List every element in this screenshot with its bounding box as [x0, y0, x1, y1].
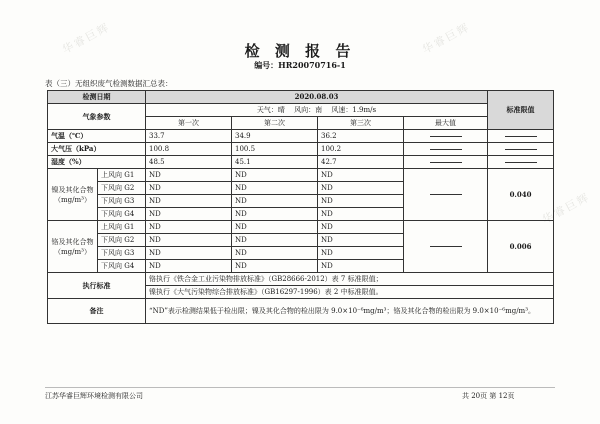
cell: ND: [232, 208, 318, 221]
cell: ND: [318, 260, 404, 273]
cell: ND: [232, 182, 318, 195]
row-label: 下风向 G2: [98, 234, 146, 247]
cell: ND: [232, 260, 318, 273]
table-row: [48, 130, 554, 143]
cell: ND: [146, 195, 232, 208]
empty-dash: [488, 143, 554, 156]
data-table: [47, 90, 554, 324]
empty-dash: [404, 156, 488, 169]
weather-info: 天气：晴 风向：南 风速：1.9m/s: [146, 104, 488, 117]
row-label: 下风向 G3: [98, 247, 146, 260]
cell: 100.2: [318, 143, 404, 156]
empty-dash: [488, 130, 554, 143]
cell: ND: [318, 169, 404, 182]
cell: ND: [318, 182, 404, 195]
watermark: 华睿巨辉: [420, 20, 473, 57]
row-label: 上风向 G1: [98, 221, 146, 234]
standard-value-nickel: 0.040: [488, 169, 554, 221]
cell: ND: [146, 221, 232, 234]
cell: ND: [232, 195, 318, 208]
date-value: 2020.08.03: [146, 91, 488, 104]
cell: 33.7: [146, 130, 232, 143]
cell: ND: [318, 195, 404, 208]
cell: 45.1: [232, 156, 318, 169]
cell: 100.5: [232, 143, 318, 156]
param-label: 气象参数: [48, 104, 146, 130]
page-number: 共 20页 第 12页: [462, 392, 515, 400]
col-header: 最大值: [404, 117, 488, 130]
table-caption: 表（三）无组织废气检测数据汇总表：: [45, 79, 173, 88]
cell: ND: [318, 208, 404, 221]
table-row: [48, 104, 554, 117]
exec-line: 铬执行《铁合金工业污染物排放标准》（GB28666-2012）表 7 标准限值；: [146, 273, 554, 286]
report-code: 编号：HR20070716-1: [254, 60, 346, 70]
remark-text: “ND”表示检测结果低于检出限；镍及其化合物的检出限为 9.0×10⁻⁶mg/m³；铬及其化合物的检出限为 9.0×10⁻⁶mg/m³。: [146, 299, 554, 324]
cell: 34.9: [232, 130, 318, 143]
col-header: 第二次: [232, 117, 318, 130]
watermark: 华睿巨辉: [540, 190, 593, 227]
row-label: 下风向 G4: [98, 208, 146, 221]
watermark: 华睿巨辉: [60, 20, 113, 57]
table-row: [48, 299, 554, 324]
report-title: 检 测 报 告: [244, 42, 356, 60]
empty-dash: [404, 169, 488, 221]
cell: 42.7: [318, 156, 404, 169]
col-header: 第一次: [146, 117, 232, 130]
cell: ND: [146, 208, 232, 221]
cell: ND: [318, 234, 404, 247]
cell: ND: [146, 234, 232, 247]
cell: ND: [232, 221, 318, 234]
cell: 100.8: [146, 143, 232, 156]
footer-divider: [45, 387, 555, 388]
company-name: 江苏华睿巨辉环境检测有限公司: [45, 392, 143, 400]
table-row: [48, 169, 554, 182]
cell: ND: [232, 247, 318, 260]
table-row: [48, 156, 554, 169]
cell: ND: [318, 221, 404, 234]
cell: ND: [232, 169, 318, 182]
row-label: 气温（℃）: [48, 130, 146, 143]
cell: 48.5: [146, 156, 232, 169]
cell: ND: [318, 247, 404, 260]
remark-label: 备注: [48, 299, 146, 324]
cell: 36.2: [318, 130, 404, 143]
table-row: [48, 221, 554, 234]
standard-label: 标准限值: [488, 91, 554, 130]
date-label: 检测日期: [48, 91, 146, 104]
empty-dash: [404, 130, 488, 143]
cell: ND: [146, 169, 232, 182]
cell: ND: [232, 234, 318, 247]
row-label: 下风向 G2: [98, 182, 146, 195]
empty-dash: [488, 156, 554, 169]
exec-line: 镍执行《大气污染物综合排放标准》（GB16297-1996）表 2 中标准限值。: [146, 286, 554, 299]
row-label: 大气压（kPa）: [48, 143, 146, 156]
table-row: [48, 143, 554, 156]
empty-dash: [404, 143, 488, 156]
col-header: 第三次: [318, 117, 404, 130]
table-row: [48, 91, 554, 104]
group-label-chromium: 铬及其化合物（mg/m³）: [48, 221, 98, 273]
row-label: 下风向 G3: [98, 195, 146, 208]
cell: ND: [146, 260, 232, 273]
table-row: [48, 273, 554, 286]
cell: ND: [146, 247, 232, 260]
empty-dash: [404, 221, 488, 273]
cell: ND: [146, 182, 232, 195]
standard-value-chromium: 0.006: [488, 221, 554, 273]
row-label: 湿度（%）: [48, 156, 146, 169]
row-label: 下风向 G4: [98, 260, 146, 273]
group-label-nickel: 镍及其化合物（mg/m³）: [48, 169, 98, 221]
exec-label: 执行标准: [48, 273, 146, 299]
row-label: 上风向 G1: [98, 169, 146, 182]
